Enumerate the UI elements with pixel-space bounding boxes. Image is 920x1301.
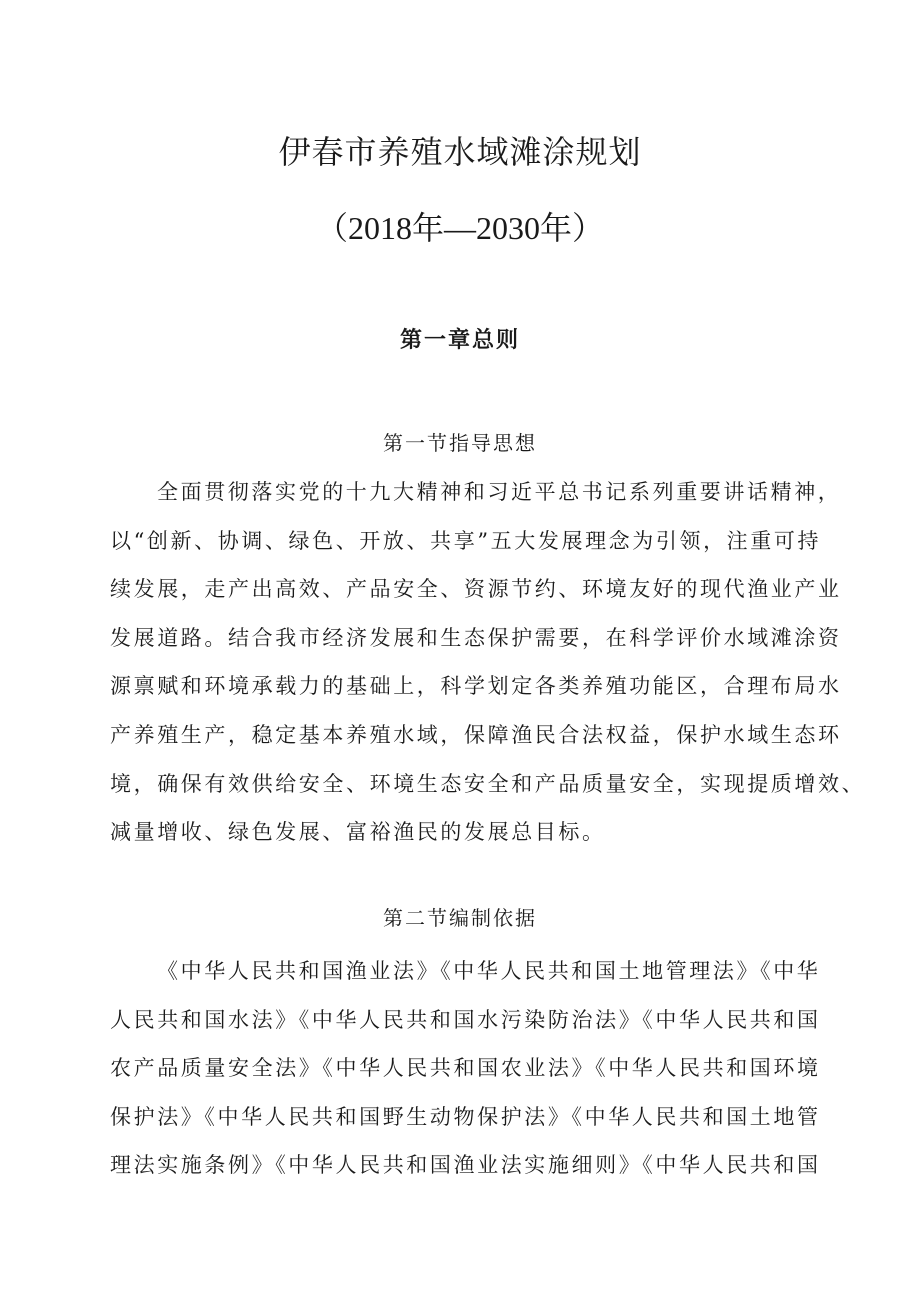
paragraph-line: 减量增收、绿色发展、富裕渔民的发展总目标。 <box>110 820 606 845</box>
paragraph-line: 源禀赋和环境承载力的基础上，科学划定各类养殖功能区，合理布局水 <box>110 674 842 699</box>
chapter-heading: 第一章总则 <box>399 327 520 353</box>
document-subtitle: （2018年—2030年） <box>315 210 604 246</box>
paragraph-line: 境，确保有效供给安全、环境生态安全和产品质量安全，实现提质增效、 <box>110 771 866 796</box>
section-heading: 第一节指导思想 <box>383 431 537 455</box>
paragraph-line: 产养殖生产，稳定基本养殖水域，保障渔民合法权益，保护水域生态环 <box>110 722 842 747</box>
paragraph-line: 全面贯彻落实党的十九大精神和习近平总书记系列重要讲话精神， <box>157 480 842 504</box>
paragraph-line: 人民共和国水法》《中华人民共和国水污染防治法》《中华人民共和国 <box>110 1007 821 1032</box>
paragraph-line: 以“创新、协调、绿色、开放、共享”五大发展理念为引领，注重可持 <box>110 528 822 553</box>
paragraph-basis <box>110 947 870 1190</box>
paragraph-line: 续发展，走产出高效、产品安全、资源节约、环境友好的现代渔业产业 <box>110 577 842 602</box>
paragraph-line: 理法实施条例》《中华人民共和国渔业法实施细则》《中华人民共和国 <box>110 1153 821 1178</box>
paragraph-line: 农产品质量安全法》《中华人民共和国农业法》《中华人民共和国环境 <box>110 1056 821 1081</box>
section-heading: 第二节编制依据 <box>383 906 537 930</box>
document-title: 伊春市养殖水域滩涂规划 <box>278 133 642 171</box>
paragraph-guiding-ideology <box>110 468 870 857</box>
paragraph-line: 《中华人民共和国渔业法》《中华人民共和国土地管理法》《中华 <box>157 959 821 983</box>
paragraph-line: 保护法》《中华人民共和国野生动物保护法》《中华人民共和国土地管 <box>110 1104 821 1129</box>
paragraph-line: 发展道路。结合我市经济发展和生态保护需要，在科学评价水域滩涂资 <box>110 625 842 650</box>
